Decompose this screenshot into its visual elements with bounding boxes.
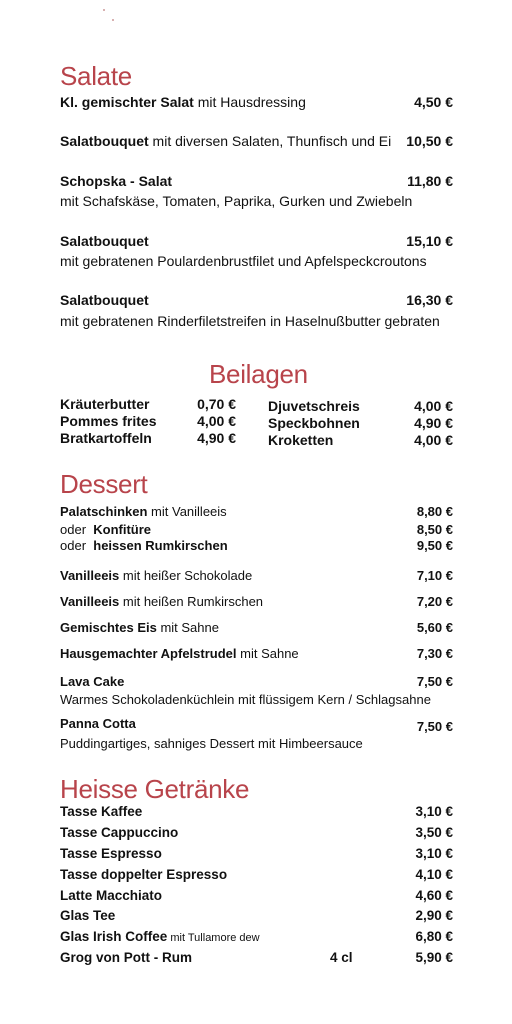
menu-item [60,173,453,189]
menu-item [60,716,453,732]
menu-item [60,804,453,820]
item-price: 3,10 € [415,846,453,861]
item-suffix: mit heißer Schokolade [119,568,253,583]
item-suffix: mit Sahne [236,646,299,661]
item-description: Puddingartiges, sahniges Dessert mit Himbeersauce [60,736,363,751]
menu-item [60,825,453,841]
menu-item [60,846,453,862]
item-name: Vanilleeis [60,568,120,583]
item-name: Grog von Pott - Rum [60,950,192,965]
menu-item [60,522,453,538]
item-price: 4,60 € [415,888,453,903]
side-dish-price: 4,90 € [414,415,453,431]
item-note: mit Tullamore dew [167,932,260,944]
item-name: Tasse Cappuccino [60,825,179,840]
menu-item [60,94,453,110]
section-title-salate: Salate [60,61,132,91]
item-name: Hausgemachter Apfelstrudel [60,646,237,661]
item-suffix: mit Sahne [156,620,219,635]
item-price: 11,80 € [407,173,453,189]
side-dish-price: 4,00 € [414,398,453,414]
item-price: 7,50 € [416,674,453,689]
side-dish-name: Djuvetschreis [268,398,360,414]
side-dish-name: Kroketten [268,432,334,448]
item-name: Tasse Espresso [60,846,162,861]
item-name: Panna Cotta [60,716,136,731]
item-prefix: oder [60,522,94,537]
side-dish-price: 4,90 € [197,430,236,446]
section-title-beilagen: Beilagen [209,359,308,389]
item-name: Palatschinken [60,504,148,519]
item-name: Latte Macchiato [60,888,163,903]
item-name: Schopska - Salat [60,173,173,189]
item-name: Gemischtes Eis [60,620,157,635]
item-price: 3,50 € [415,825,453,840]
item-price: 2,90 € [415,908,453,923]
item-name: Tasse Kaffee [60,804,143,819]
item-name: Salatbouquet [60,292,149,308]
item-name: Salatbouquet [60,133,149,149]
item-description: mit Schafskäse, Tomaten, Paprika, Gurken und Zwiebeln [60,193,413,209]
item-name: Salatbouquet [60,233,149,249]
item-price: 16,30 € [406,292,453,308]
item-price: 3,10 € [415,804,453,819]
section-title-dessert: Dessert [60,469,148,499]
menu-item [60,888,453,904]
item-unit: 4 cl [330,950,353,965]
item-name: Kl. gemischter Salat [60,94,194,110]
item-price: 4,50 € [414,94,453,110]
item-price: 5,60 € [416,620,453,635]
side-dish-price: 4,00 € [197,413,236,429]
menu-item [60,568,453,584]
menu-item [60,950,453,966]
item-price: 9,50 € [416,538,453,553]
side-dish-name: Bratkartoffeln [60,430,152,446]
item-price: 10,50 € [406,133,453,149]
menu-item [60,674,453,690]
item-price: 5,90 € [415,950,453,965]
item-suffix: mit Vanilleeis [147,504,227,519]
side-dish-name: Pommes frites [60,413,157,429]
item-name: Lava Cake [60,674,125,689]
side-dish-name: Kräuterbutter [60,396,150,412]
section-title-heisse-getraenke: Heisse Getränke [60,774,250,804]
menu-item [60,929,453,946]
menu-item [60,594,453,610]
item-name: heissen Rumkirschen [93,538,228,553]
item-price: 7,30 € [416,646,453,661]
item-suffix: mit diversen Salaten, Thunfisch und Ei [148,133,392,149]
item-description: mit gebratenen Poulardenbrustfilet und Apfelspeckcroutons [60,253,427,269]
item-price: 6,80 € [415,929,453,944]
paper-speck [112,19,114,21]
item-description: Warmes Schokoladenküchlein mit flüssigem Kern / Schlagsahne [60,692,431,707]
item-price: 8,50 € [416,522,453,537]
item-price: 4,10 € [415,867,453,882]
item-price: 7,50 € [416,719,453,734]
menu-item [60,233,453,249]
menu-item [60,292,453,308]
item-description: mit gebratenen Rinderfiletstreifen in Haselnußbutter gebraten [60,313,440,329]
item-name: Konfitüre [93,522,152,537]
item-prefix: oder [60,538,94,553]
menu-item [60,908,453,924]
item-name: Glas Irish Coffee [60,929,168,944]
menu-item [60,620,453,636]
menu-item [60,538,453,554]
side-dish-price: 4,00 € [414,432,453,448]
side-dish-name: Speckbohnen [268,415,360,431]
side-dish-price: 0,70 € [197,396,236,412]
item-price: 7,10 € [416,568,453,583]
menu-item [60,646,453,662]
item-name: Glas Tee [60,908,116,923]
menu-item [60,133,453,149]
menu-item [60,504,453,520]
item-price: 8,80 € [416,504,453,519]
item-suffix: mit Hausdressing [193,94,306,110]
paper-speck [103,9,105,11]
item-name: Tasse doppelter Espresso [60,867,228,882]
item-suffix: mit heißen Rumkirschen [119,594,264,609]
item-price: 15,10 € [406,233,453,249]
menu-item [60,867,453,883]
item-price: 7,20 € [416,594,453,609]
item-name: Vanilleeis [60,594,120,609]
